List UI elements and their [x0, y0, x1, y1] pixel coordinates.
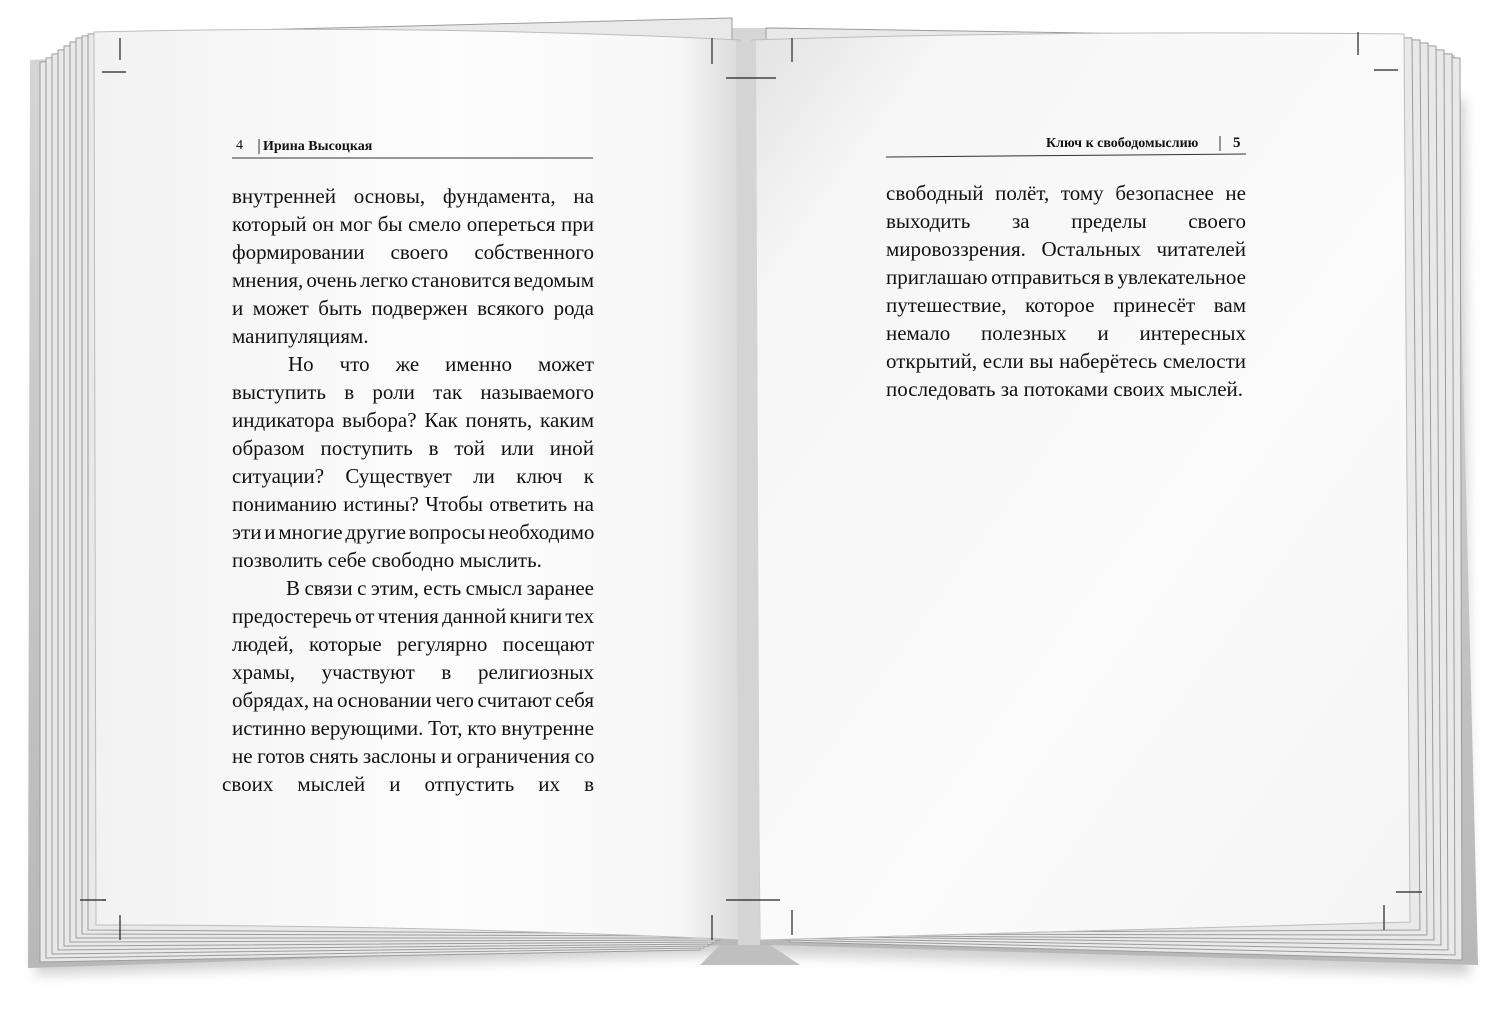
- body-line: пониманию истины? Чтобы ответить на: [232, 492, 594, 516]
- body-line: образом поступить в той или иной: [232, 436, 594, 460]
- body-line: последовать за потоками своих мыслей.: [886, 377, 1244, 401]
- body-line-indented: Но что же именно может: [288, 352, 594, 376]
- body-line: обрядах, на основании чего считают себя: [232, 688, 594, 712]
- body-line: истинно верующими. Тот, кто внутренне: [232, 716, 595, 740]
- left-running-head: Ирина Высоцкая: [263, 139, 373, 154]
- body-line: индикатора выбора? Как понять, каким: [232, 408, 594, 432]
- body-line: своих мыслей и отпустить их в: [222, 772, 594, 796]
- body-line: путешествие, которое принесёт вам: [886, 293, 1246, 317]
- body-line: предостеречь от чтения данной книги тех: [232, 604, 595, 628]
- body-line: эти и многие другие вопросы необходимо: [232, 520, 595, 544]
- body-line: выходить за пределы своего: [886, 209, 1246, 233]
- left-page-body: [222, 182, 595, 798]
- body-line: и может быть подвержен всякого рода: [232, 296, 594, 320]
- body-line: мировоззрения. Остальных читателей: [886, 237, 1246, 261]
- body-line: мнения, очень легко становится ведомым: [232, 268, 594, 292]
- body-line: приглашаю отправиться в увлекательное: [886, 265, 1246, 289]
- body-line: не готов снять заслоны и ограничения со: [232, 744, 595, 768]
- body-line: людей, которые регулярно посещают: [232, 632, 594, 656]
- body-line-indented: В связи с этим, есть смысл заранее: [286, 576, 594, 600]
- body-line: который он мог бы смело опереться при: [232, 212, 594, 236]
- body-line: позволить себе свободно мыслить.: [232, 548, 542, 572]
- right-running-head: Ключ к свободомыслию: [1046, 136, 1199, 151]
- body-line: немало полезных и интересных: [886, 321, 1246, 345]
- body-line: храмы, участвуют в религиозных: [232, 660, 594, 684]
- right-page-body: [886, 179, 1246, 403]
- body-line: формировании своего собственного: [232, 240, 594, 264]
- body-line: выступить в роли так называемого: [232, 380, 594, 404]
- right-page: [752, 33, 1410, 940]
- body-line: внутренней основы, фундамента, на: [232, 184, 594, 208]
- left-page-number: 4: [236, 138, 243, 153]
- body-line: открытий, если вы наберётесь смелости: [886, 349, 1246, 373]
- body-line: свободный полёт, тому безопаснее не: [886, 181, 1246, 205]
- body-line: манипуляциям.: [232, 324, 369, 348]
- body-line: ситуации? Существует ли ключ к: [232, 464, 594, 488]
- right-page-number: 5: [1233, 135, 1241, 151]
